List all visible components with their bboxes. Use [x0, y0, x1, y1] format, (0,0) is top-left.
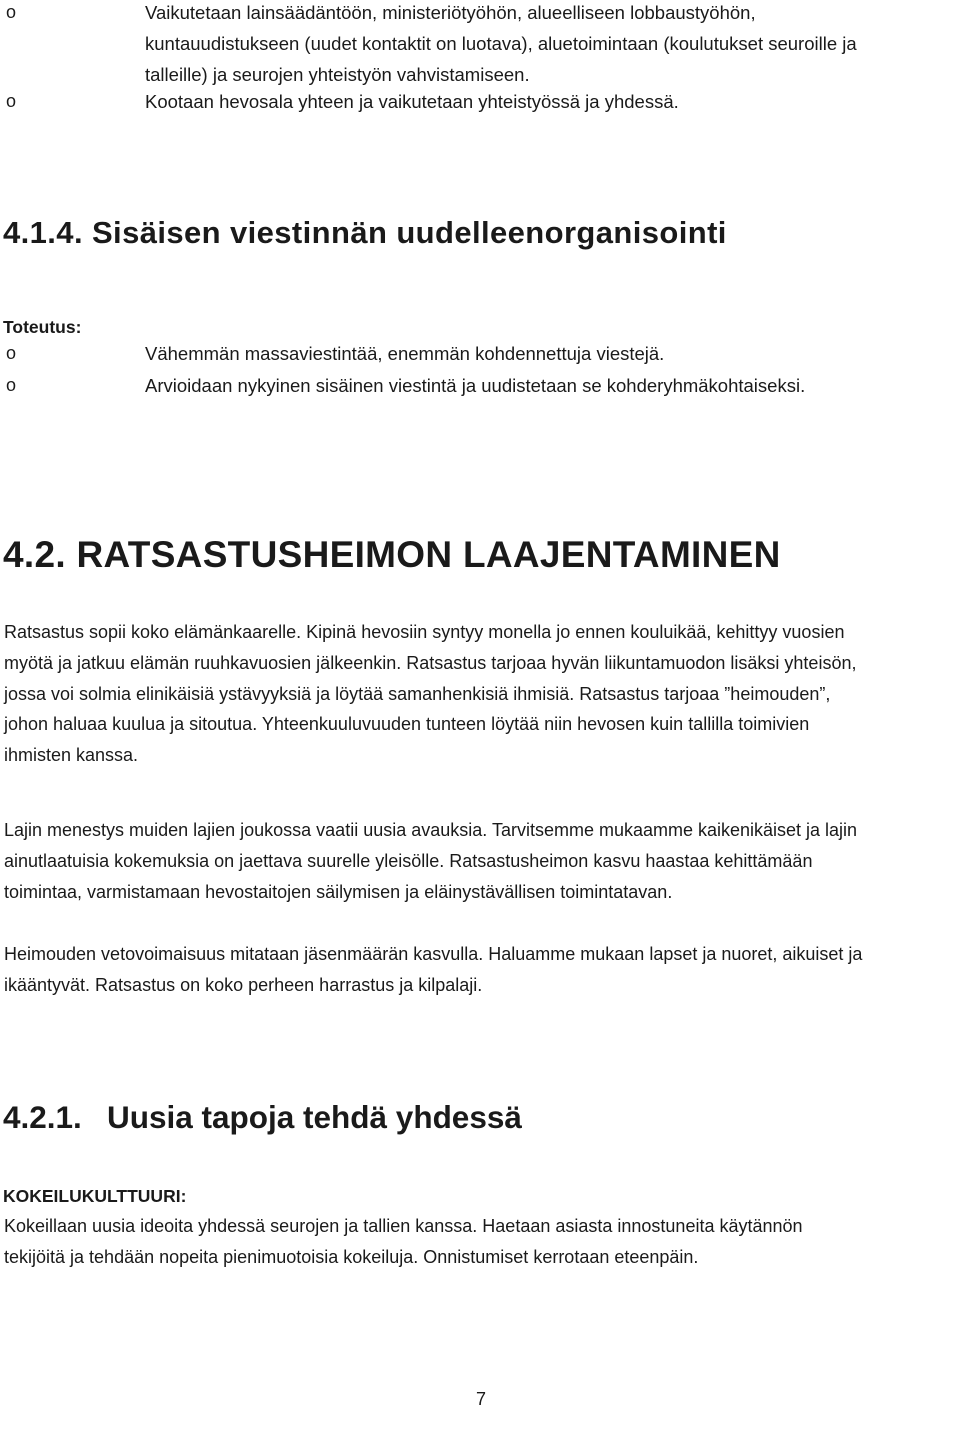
- paragraph: [4, 1211, 960, 1273]
- paragraph-line: ihmisten kanssa.: [4, 745, 139, 766]
- paragraph-line: ikääntyvät. Ratsastus on koko perheen harrastus ja kilpalaji.: [4, 974, 483, 995]
- paragraph-line: Lajin menestys muiden lajien joukossa vaatii uusia avauksia. Tarvitsemme mukaamme kaikenikäiset ja lajin: [4, 820, 858, 840]
- bullet-marker: o: [6, 2, 17, 22]
- section-number: 4.2.1.: [3, 1099, 82, 1135]
- bullet-line: Kootaan hevosala yhteen ja vaikutetaan yhteistyössä ja yhdessä.: [145, 91, 679, 112]
- bullet-line: Vaikutetaan lainsäädäntöön, ministeriötyöhön, alueelliseen lobbaustyöhön,: [145, 2, 756, 23]
- bullet-text: [145, 86, 945, 117]
- paragraph-line: Ratsastus sopii koko elämänkaarelle. Kipinä hevosiin syntyy monella jo ennen kouluikää, kehittyy vuosien: [4, 622, 845, 642]
- bullet-line: kuntauudistukseen (uudet kontaktit on luotava), aluetoimintaan (koulutukset seuroille ja: [145, 33, 857, 54]
- paragraph: [4, 617, 960, 771]
- section-title: Uusia tapoja tehdä yhdessä: [107, 1099, 522, 1135]
- bullet-line: Arvioidaan nykyinen sisäinen viestintä ja uudistetaan se kohderyhmäkohtaiseksi.: [145, 375, 806, 396]
- section-heading-4-2-1: [3, 1097, 522, 1137]
- bullet-line: talleille) ja seurojen yhteistyön vahvistamiseen.: [145, 64, 530, 85]
- experiment-culture-label: KOKEILUKULTTUURI:: [3, 1186, 187, 1206]
- paragraph-line: jossa voi solmia elinikäisiä ystävyyksiä ja löytää samanhenkisiä ihmisiä. Ratsastus tarjoaa ”heimouden”,: [4, 683, 831, 704]
- paragraph-line: johon haluaa kuulua ja sitoutua. Yhteenkuuluvuuden tunteen löytää niin hevosen kuin tallilla toimivien: [4, 714, 810, 735]
- paragraph-line: tekijöitä ja tehdään nopeita pienimuotoisia kokeiluja. Onnistumiset kerrotaan eteenpäin.: [4, 1246, 699, 1267]
- paragraph: [4, 815, 960, 907]
- bullet-marker: o: [6, 343, 17, 363]
- paragraph-line: Kokeillaan uusia ideoita yhdessä seurojen ja tallien kanssa. Haetaan asiasta innostuneita käytännön: [4, 1216, 803, 1236]
- paragraph-line: Heimouden vetovoimaisuus mitataan jäsenmäärän kasvulla. Haluamme mukaan lapset ja nuoret, aikuiset ja: [4, 944, 863, 964]
- bullet-marker: o: [6, 91, 17, 111]
- page-number: 7: [476, 1389, 487, 1409]
- bullet-text: [145, 338, 945, 369]
- paragraph-line: ainutlaatuisia kokemuksia on jaettava suurelle yleisölle. Ratsastusheimon kasvu haastaa kehittämään: [4, 850, 813, 871]
- paragraph-line: myötä ja jatkuu elämän ruuhkavuosien jälkeenkin. Ratsastus tarjoaa hyvän liikuntamuodon lisäksi yhteisön,: [4, 652, 857, 673]
- section-heading-4-1-4: 4.1.4. Sisäisen viestinnän uudelleenorganisointi: [3, 215, 727, 250]
- bullet-marker: o: [6, 375, 17, 395]
- bullet-line: Vähemmän massaviestintää, enemmän kohdennettuja viestejä.: [145, 343, 665, 364]
- bullet-text: [145, 0, 945, 90]
- bullet-text: [145, 370, 945, 401]
- paragraph-line: toimintaa, varmistamaan hevostaitojen säilymisen ja eläinystävällisen toimintatavan.: [4, 881, 673, 902]
- section-heading-4-2: 4.2. RATSASTUSHEIMON LAAJENTAMINEN: [3, 534, 781, 575]
- paragraph: [4, 939, 960, 1001]
- implementation-label: Toteutus:: [3, 317, 82, 337]
